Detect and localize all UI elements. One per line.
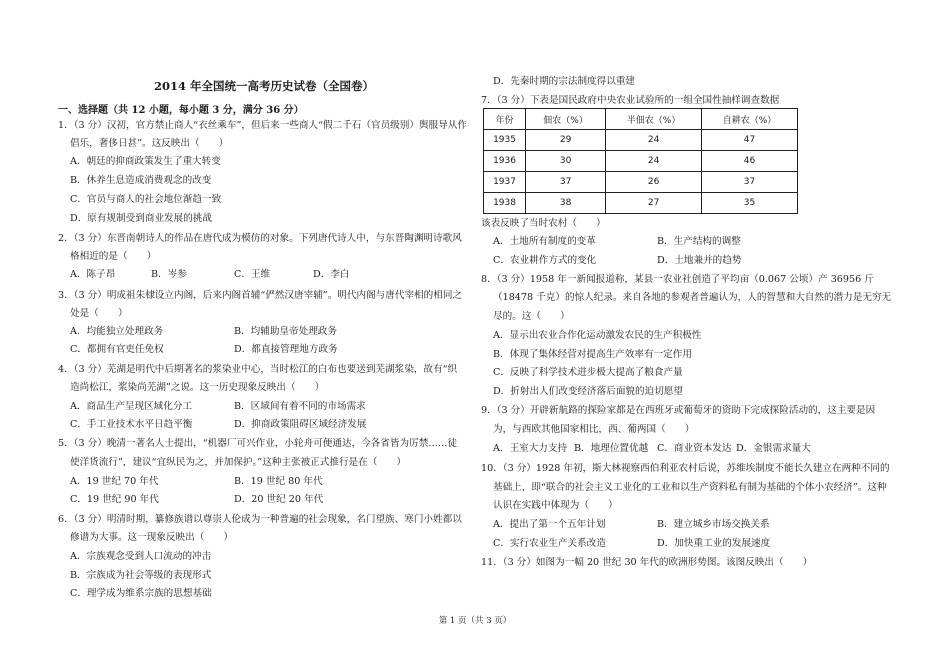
q4-option-d[interactable]: D．抑商政策阻碍区域经济发展 <box>234 419 367 430</box>
q9-option-a[interactable]: A．王室大力支持 <box>493 443 568 454</box>
q4-option-c[interactable]: C．手工业技术水平日趋平衡 <box>70 419 193 430</box>
table-cell: 38 <box>526 193 606 214</box>
table-header-cell: 半佃农（%） <box>606 109 702 130</box>
q3-option-b[interactable]: B．均辅助皇帝处理政务 <box>234 326 337 337</box>
q5-stem-line2: 使洋货流行”，建议“宜纵民为之，并加保护。”这种主张被正式推行是在（ ） <box>70 457 407 468</box>
q1-stem-line1: 1．（3 分）汉初，官方禁止商人“衣丝乘车”，但后来一些商人“假二千石（官员级别）舆服导从作 <box>58 120 467 131</box>
q7-option-c[interactable]: C．农业耕作方式的变化 <box>493 255 597 266</box>
q10-stem-line2: 基础上，即“联合的社会主义工业化的工业和以生产资料私有制为基础的个体小农经济”。这种 <box>493 482 887 493</box>
q2-option-c[interactable]: C．王维 <box>234 269 271 280</box>
q2-stem-line2: 格相近的是（ ） <box>70 251 157 262</box>
table-header-cell: 年份 <box>484 109 526 130</box>
table-cell: 37 <box>702 172 798 193</box>
table-cell: 1935 <box>484 130 526 151</box>
q7-stem-line1: 7．（3 分）下表是国民政府中央农业试验所的一组全国性抽样调查数据 <box>481 95 780 106</box>
q6-option-b[interactable]: B．宗族成为社会等级的表现形式 <box>70 570 212 581</box>
q2-option-b[interactable]: B．岑参 <box>151 269 187 280</box>
q5-option-b[interactable]: B．19 世纪 80 年代 <box>234 476 323 487</box>
q6-stem-line2: 修谱为大事。这一现象反映出（ ） <box>70 532 234 543</box>
q8-option-d[interactable]: D．折射出人们改变经济落后面貌的迫切愿望 <box>493 386 683 397</box>
q4-option-a[interactable]: A．商品生产呈现区域化分工 <box>70 401 193 412</box>
q8-stem-line2: （18478 千克）的惊人纪录。来自各地的参观者普遍认为，人的智慧和大自然的潜力是无穷无 <box>493 292 892 303</box>
table-row <box>484 130 798 151</box>
q11-stem-line1: 11．（3 分）如图为一幅 20 世纪 30 年代的欧洲形势图。该图反映出（ ） <box>481 557 813 568</box>
q5-option-c[interactable]: C．19 世纪 90 年代 <box>70 494 159 505</box>
q1-stem-line2: 倡乐，奢侈日甚”。这反映出（ ） <box>70 138 229 149</box>
table-cell: 30 <box>526 151 606 172</box>
q3-option-d[interactable]: D．都直接管理地方政务 <box>234 344 338 355</box>
q2-option-d[interactable]: D．李白 <box>313 269 350 280</box>
q3-option-c[interactable]: C．都拥有官吏任免权 <box>70 344 164 355</box>
q2-stem-line1: 2．（3 分）东晋南朝诗人的作品在唐代成为模仿的对象。下列唐代诗人中，与东晋陶渊明诗歌风 <box>58 233 462 244</box>
q10-option-c[interactable]: C．实行农业生产关系改造 <box>493 538 606 549</box>
q8-option-a[interactable]: A．显示出农业合作化运动激发农民的生产积极性 <box>493 330 702 341</box>
exam-title: 2014 年全国统一高考历史试卷（全国卷） <box>153 79 374 93</box>
table-row <box>484 172 798 193</box>
q1-option-c[interactable]: C．官员与商人的社会地位渐趋一致 <box>70 194 222 205</box>
table-cell: 24 <box>606 130 702 151</box>
q10-option-b[interactable]: B．建立城乡市场交换关系 <box>657 519 770 530</box>
table-header-cell: 佃农（%） <box>526 109 606 130</box>
table-cell: 29 <box>526 130 606 151</box>
table-cell: 37 <box>526 172 606 193</box>
table-cell: 26 <box>606 172 702 193</box>
q3-stem-line1: 3．（3 分）明成祖朱棣设立内阁，后来内阁首辅“俨然汉唐宰辅”。明代内阁与唐代宰相的相同之 <box>58 290 463 301</box>
table-header-row <box>484 109 798 130</box>
q4-stem-line2: 造尚松江，浆染尚芜湖”之说。这一历史现象反映出（ ） <box>70 382 325 393</box>
table-cell: 47 <box>702 130 798 151</box>
q10-option-a[interactable]: A．提出了第一个五年计划 <box>493 519 606 530</box>
q7-after-table: 该表反映了当时农村（ ） <box>481 218 606 229</box>
q10-option-d[interactable]: D．加快重工业的发展速度 <box>657 538 771 549</box>
q6-stem-line1: 6．（3 分）明清时期，纂修族谱以尊崇人伦成为一种普遍的社会现象，名门望族、寒门小姓都以 <box>58 514 462 525</box>
table-cell: 24 <box>606 151 702 172</box>
q9-stem-line1: 9．（3 分）开辟新航路的探险家都是在西班牙或葡萄牙的资助下完成探险活动的，这主要是因 <box>481 405 876 416</box>
q1-option-a[interactable]: A．朝廷的抑商政策发生了重大转变 <box>70 156 221 167</box>
table-cell: 35 <box>702 193 798 214</box>
table-header-cell: 自耕农（%） <box>702 109 798 130</box>
q5-option-d[interactable]: D．20 世纪 20 年代 <box>234 494 324 505</box>
q7-option-a[interactable]: A．土地所有制度的变革 <box>493 236 596 247</box>
q4-stem-line1: 4．（3 分）芜湖是明代中后期著名的浆染业中心，当时松江的白布也要送到芜湖浆染，故有“织 <box>58 364 458 375</box>
q10-stem-line1: 10．（3 分）1928 年初，斯大林视察西伯利亚农村后说，苏维埃制度不能长久建立在两种不同的 <box>481 463 890 474</box>
q4-option-b[interactable]: B．区域间有着不同的市场需求 <box>234 401 366 412</box>
table-cell: 27 <box>606 193 702 214</box>
q7-option-b[interactable]: B．生产结构的调整 <box>657 236 741 247</box>
q9-stem-line2: 为，与西欧其他国家相比，西、葡两国（ ） <box>493 424 695 435</box>
table-cell: 1936 <box>484 151 526 172</box>
table-cell: 1937 <box>484 172 526 193</box>
q1-option-d[interactable]: D．原有规制受到商业发展的挑战 <box>70 213 213 224</box>
section-heading: 一、选择题（共 12 小题，每小题 3 分，满分 36 分） <box>58 105 304 116</box>
q7-data-table <box>483 108 798 214</box>
q8-stem-line1: 8．（3 分）1958 年一新闻报道称，某县一农业社创造了平均亩（0.067 公顷）产 36956 斤 <box>481 274 874 285</box>
q6-option-c[interactable]: C．理学成为维系宗族的思想基础 <box>70 588 212 599</box>
page-footer: 第 1 页（共 3 页） <box>438 616 512 626</box>
q8-option-c[interactable]: C．反映了科学技术进步极大提高了粮食产量 <box>493 367 683 378</box>
q3-stem-line2: 处是（ ） <box>70 308 128 319</box>
table-cell: 1938 <box>484 193 526 214</box>
q9-option-b[interactable]: B．地理位置优越 <box>574 443 649 454</box>
q9-option-d[interactable]: D．金银需求量大 <box>736 443 811 454</box>
q2-option-a[interactable]: A．陈子昂 <box>70 269 116 280</box>
q5-option-a[interactable]: A．19 世纪 70 年代 <box>70 476 159 487</box>
q6-option-a[interactable]: A．宗族观念受到人口流动的冲击 <box>70 551 212 562</box>
q9-option-c[interactable]: C．商业资本发达 <box>657 443 732 454</box>
table-row <box>484 151 798 172</box>
q6-option-d[interactable]: D．先秦时期的宗法制度得以重建 <box>493 76 636 87</box>
q1-option-b[interactable]: B．休养生息造成消费观念的改变 <box>70 175 212 186</box>
q10-stem-line3: 认识在实践中体现为（ ） <box>493 500 618 511</box>
table-cell: 46 <box>702 151 798 172</box>
q8-option-b[interactable]: B．体现了集体经营对提高生产效率有一定作用 <box>493 349 692 360</box>
table-row <box>484 193 798 214</box>
q8-stem-line3: 尽的。这（ ） <box>493 311 570 322</box>
q7-option-d[interactable]: D．土地兼并的趋势 <box>657 255 742 266</box>
q3-option-a[interactable]: A．均能独立处理政务 <box>70 326 164 337</box>
q5-stem-line1: 5．（3 分）晚清一著名人士提出，“机器厂可兴作业，小轮舟可便通达，今各省皆为厉禁……徒 <box>58 438 458 449</box>
